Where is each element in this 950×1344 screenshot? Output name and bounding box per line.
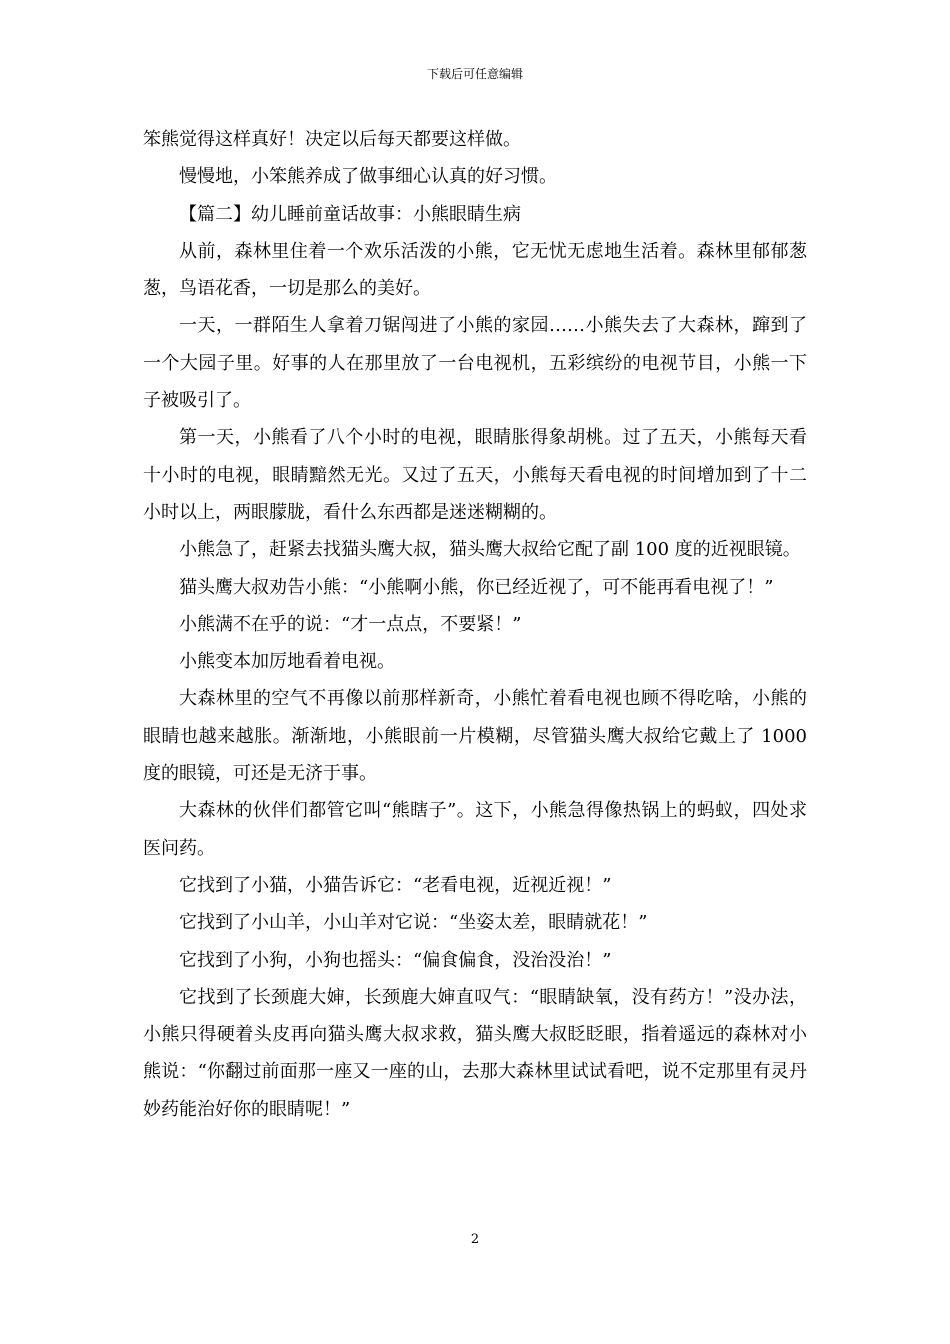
page-header: 下载后可任意编辑 — [426, 67, 523, 81]
paragraph: 小熊满不在乎的说：“才一点点，不要紧！” — [179, 613, 522, 635]
paragraph: 笨熊觉得这样真好！决定以后每天都要这样做。 — [143, 129, 521, 150]
paragraph: 它找到了长颈鹿大婶，长颈鹿大婶直叹气：“眼睛缺氧，没有药方！”没办法，小熊只得硬着头皮再向猫头鹰大叔求救，猫头鹰大叔眨眨眼，指着遥远的森林对小熊说：“你翻过前面那一座又一座的山，去那大森林里试试看吧，说不定那里有灵丹妙药能治好你的眼睛呢！” — [143, 986, 807, 1120]
paragraph: 它找到了小山羊，小山羊对它说：“坐姿太差，眼睛就花！” — [179, 912, 648, 934]
paragraph: 从前，森林里住着一个欢乐活泼的小熊，它无忧无虑地生活着。森林里郁郁葱葱，鸟语花香，一切是那么的美好。 — [143, 240, 807, 300]
document-body — [143, 121, 807, 1128]
paragraph: 猫头鹰大叔劝告小熊：“小熊啊小熊，你已经近视了，可不能再看电视了！” — [179, 576, 774, 598]
paragraph: 它找到了小猫，小猫告诉它：“老看电视，近视近视！” — [179, 874, 612, 896]
paragraph: 小熊变本加厉地看着电视。 — [179, 651, 395, 673]
paragraph: 一天，一群陌生人拿着刀锯闯进了小熊的家园……小熊失去了大森林，蹿到了一个大园子里。好事的人在那里放了一台电视机，五彩缤纷的电视节目，小熊一下子被吸引了。 — [143, 315, 807, 412]
page-number: 2 — [470, 1232, 480, 1247]
paragraph: 它找到了小狗，小狗也摇头：“偏食偏食，没治没治！” — [179, 949, 612, 971]
paragraph: 第一天，小熊看了八个小时的电视，眼睛胀得象胡桃。过了五天，小熊每天看十小时的电视，眼睛黯然无光。又过了五天，小熊每天看电视的时间增加到了十二小时以上，两眼朦胧，看什么东西都是迷迷糊糊的。 — [143, 427, 807, 523]
paragraph: 小熊急了，赶紧去找猫头鹰大叔，猫头鹰大叔给它配了副 100 度的近视眼镜。 — [179, 539, 801, 561]
section-heading: 【篇二】幼儿睡前童话故事：小熊眼睛生病 — [179, 203, 521, 225]
paragraph: 大森林里的空气不再像以前那样新奇，小熊忙着看电视也顾不得吃啥，小熊的眼睛也越来越胀。渐渐地，小熊眼前一片模糊，尽管猫头鹰大叔给它戴上了 1000 度的眼镜，可还是无济于事。 — [143, 688, 807, 785]
paragraph: 大森林的伙伴们都管它叫“熊瞎子”。这下，小熊急得像热锅上的蚂蚁，四处求医问药。 — [143, 800, 807, 859]
paragraph: 慢慢地，小笨熊养成了做事细心认真的好习惯。 — [179, 166, 557, 188]
